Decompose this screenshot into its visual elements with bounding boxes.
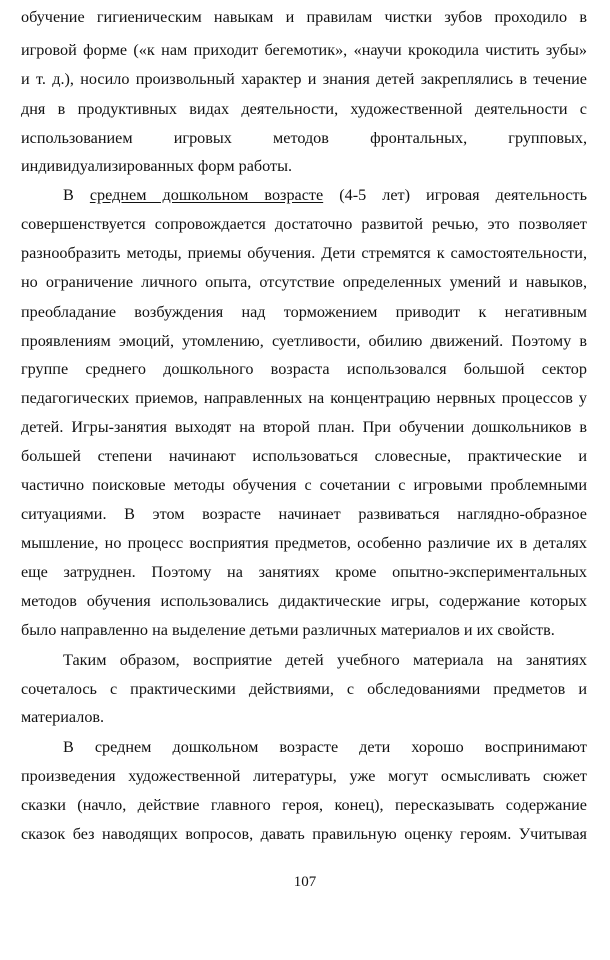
text-line: сочеталось с практическими действиями, с обследованиями предметов и (21, 680, 587, 698)
text-line: произведения художественной литературы, уже могут осмысливать сюжет (21, 767, 587, 785)
paragraph-start-line (63, 185, 587, 205)
text-line: сказок без наводящих вопросов, давать правильную оценку героям. Учитывая (21, 825, 587, 843)
paragraph-prefix: В (63, 186, 74, 204)
text-line: большей степени начинают использоваться словесные, практические и (21, 447, 587, 465)
text-line: педагогических приемов, направленных на концентрацию нервных процессов у (21, 389, 587, 407)
text-line: мышление, но процесс восприятия предметов, особенно различие их в деталях (21, 534, 587, 552)
text-line: еще затруднен. Поэтому на занятиях кроме опытно-экспериментальных (21, 563, 587, 581)
text-line: обучение гигиеническим навыкам и правилам чистки зубов проходило в (21, 8, 587, 26)
text-line: игровой форме («к нам приходит бегемотик», «научи крокодила чистить зубы» (21, 41, 587, 59)
text-line: ситуациями. В этом возрасте начинает развиваться наглядно-образное (21, 505, 587, 523)
text-line: но ограничение личного опыта, отсутствие определенных умений и навыков, (21, 273, 587, 291)
text-line: совершенствуется сопровождается достаточно развитой речью, это позволяет (21, 215, 587, 233)
text-line: сказки (начло, действие главного героя, конец), пересказывать содержание (21, 796, 587, 814)
text-line: дня в продуктивных видах деятельности, художественной деятельности с (21, 100, 587, 118)
paragraph-start-line: Таким образом, восприятие детей учебного материала на занятиях (63, 651, 587, 669)
underlined-phrase: среднем дошкольном возрасте (89, 186, 324, 204)
text-line: и т. д.), носило произвольный характер и знания детей закреплялись в течение (21, 70, 587, 88)
text-line: индивидуализированных форм работы. (21, 157, 293, 175)
page-number: 107 (293, 874, 317, 890)
paragraph-start-line: В среднем дошкольном возрасте дети хорошо воспринимают (63, 738, 587, 756)
text-line: методов обучения использовались дидактические игры, содержание которых (21, 592, 587, 610)
text-line: частично поисковые методы обучения с сочетании с игровыми проблемными (21, 476, 587, 494)
text-line: материалов. (21, 708, 105, 726)
text-line: было направленно на выделение детьми различных материалов и их свойств. (21, 621, 555, 639)
text-line: проявлениям эмоций, утомлению, суетливости, обилию движений. Поэтому в (21, 332, 587, 350)
text-line: преобладание возбуждения над торможением приводит к негативным (21, 303, 587, 321)
text-line: детей. Игры-занятия выходят на второй план. При обучении дошкольников в (21, 418, 587, 436)
text-line: использованием игровых методов фронтальных, групповых, (21, 129, 587, 147)
line-rest: (4-5 лет) игровая деятельность (339, 186, 588, 204)
text-line: разнообразить методы, приемы обучения. Дети стремятся к самостоятельности, (21, 244, 587, 262)
text-line: группе среднего дошкольного возраста использовался большой сектор (21, 360, 587, 378)
